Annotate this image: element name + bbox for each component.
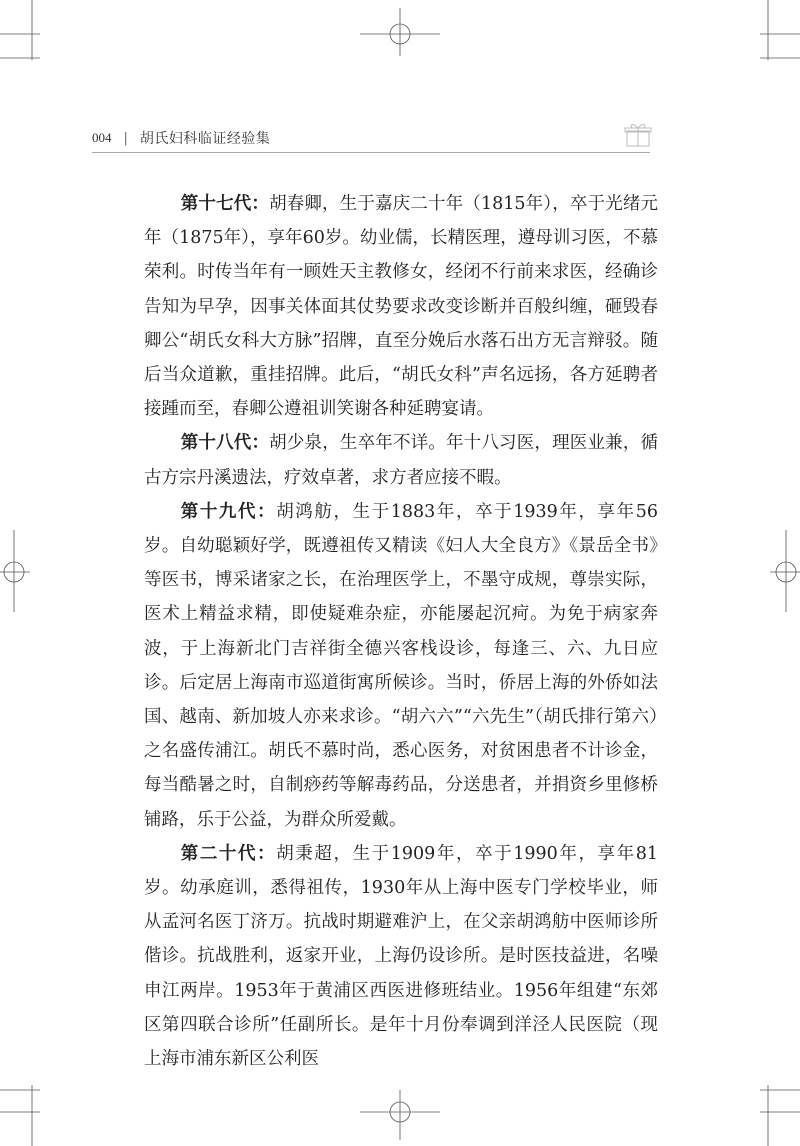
crop-mark-bottom-left (0, 1085, 40, 1146)
generation-heading: 第二十代 (180, 843, 258, 864)
book-title: 胡氏妇科临证经验集 (139, 131, 271, 147)
heading-colon: ： (251, 194, 270, 214)
paragraph-text: 胡鸿舫，生于1883年，卒于1939年，享年56岁。自幼聪颖好学，既遵祖传又精读《妇人大全良方》《景岳全书》等医书，博采诸家之长，在治理医学上，不墨守成规，尊崇实际，医术上精益求精，即使疑难杂症，亦能屡起沉疴。为免于病家奔波，于上海新北门吉祥街全德兴客栈设诊，每逢三、六、九日应诊。后定居上海南市巡道街寓所候诊。当时，侨居上海的外侨如法国、越南、新加坡人亦来求诊。“胡六六”“六先生”（胡氏排行第六）之名盛传浦江。胡氏不慕时尚，悉心医务，对贫困患者不计诊金，每当酷暑之时，自制痧药等解毒药品，分送患者，并捐资乡里修桥铺路，乐于公益，为群众所爱戴。 (144, 501, 659, 830)
generation-heading: 第十七代 (180, 194, 252, 214)
registration-mark-left (0, 530, 30, 612)
page-number: 004 (92, 130, 112, 145)
header-rule (92, 152, 650, 153)
paragraph-text: 胡秉超，生于1909年，卒于1990年，享年81岁。幼承庭训，悉得祖传，1930年从上海中医专门学校毕业，师从孟河名医丁济万。抗战时期避难沪上，在父亲胡鸿舫中医师诊所偕诊。抗战胜利，返家开业，上海仍设诊所。是时医技益进，名噪申江两岸。1953年于黄浦区西医进修班结业。1956年组建“东郊区第四联合诊所”任副所长。是年十月份奉调到洋泾人民医院（现上海市浦东新区公利医 (144, 843, 659, 1070)
gift-box-icon (624, 122, 652, 148)
crop-mark-top-left (0, 0, 40, 60)
generation-heading: 第十八代 (180, 433, 252, 454)
heading-colon: ： (251, 433, 270, 454)
paragraph-gen-18 (144, 426, 658, 494)
paragraph-gen-20 (144, 837, 658, 1076)
paragraph-text: 胡少泉，生卒年不详。年十八习医，理医业兼，循古方宗丹溪遗法，疗效卓著，求方者应接不暇。 (144, 433, 659, 488)
running-header (92, 128, 270, 148)
heading-colon: ： (257, 501, 277, 522)
registration-mark-bottom (360, 1090, 440, 1140)
body-text (144, 187, 658, 1076)
crop-mark-top-right (760, 0, 800, 60)
heading-colon: ： (257, 843, 277, 864)
paragraph-gen-19 (144, 495, 658, 837)
header-separator: | (123, 130, 128, 146)
paragraph-text: 胡春卿，生于嘉庆二十年（1815年），卒于光绪元年（1875年），享年60岁。幼业儒，长精医理，遵母训习医，不慕荣利。时传当年有一顾姓天主教修女，经闭不行前来求医，经确诊告知为早孕，因事关体面其仗势要求改变诊断并百般纠缠，砸毁春卿公“胡氏女科大方脉”招牌，直至分娩后水落石出方无言辩驳。随后当众道歉，重挂招牌。此后，“胡氏女科”声名远扬，各方延聘者接踵而至，春卿公遵祖训笑谢各种延聘宴请。 (144, 194, 659, 420)
crop-mark-bottom-right (760, 1085, 800, 1146)
registration-mark-top (360, 8, 440, 56)
registration-mark-right (770, 530, 800, 612)
generation-heading: 第十九代 (180, 501, 258, 522)
paragraph-gen-17 (144, 187, 658, 426)
